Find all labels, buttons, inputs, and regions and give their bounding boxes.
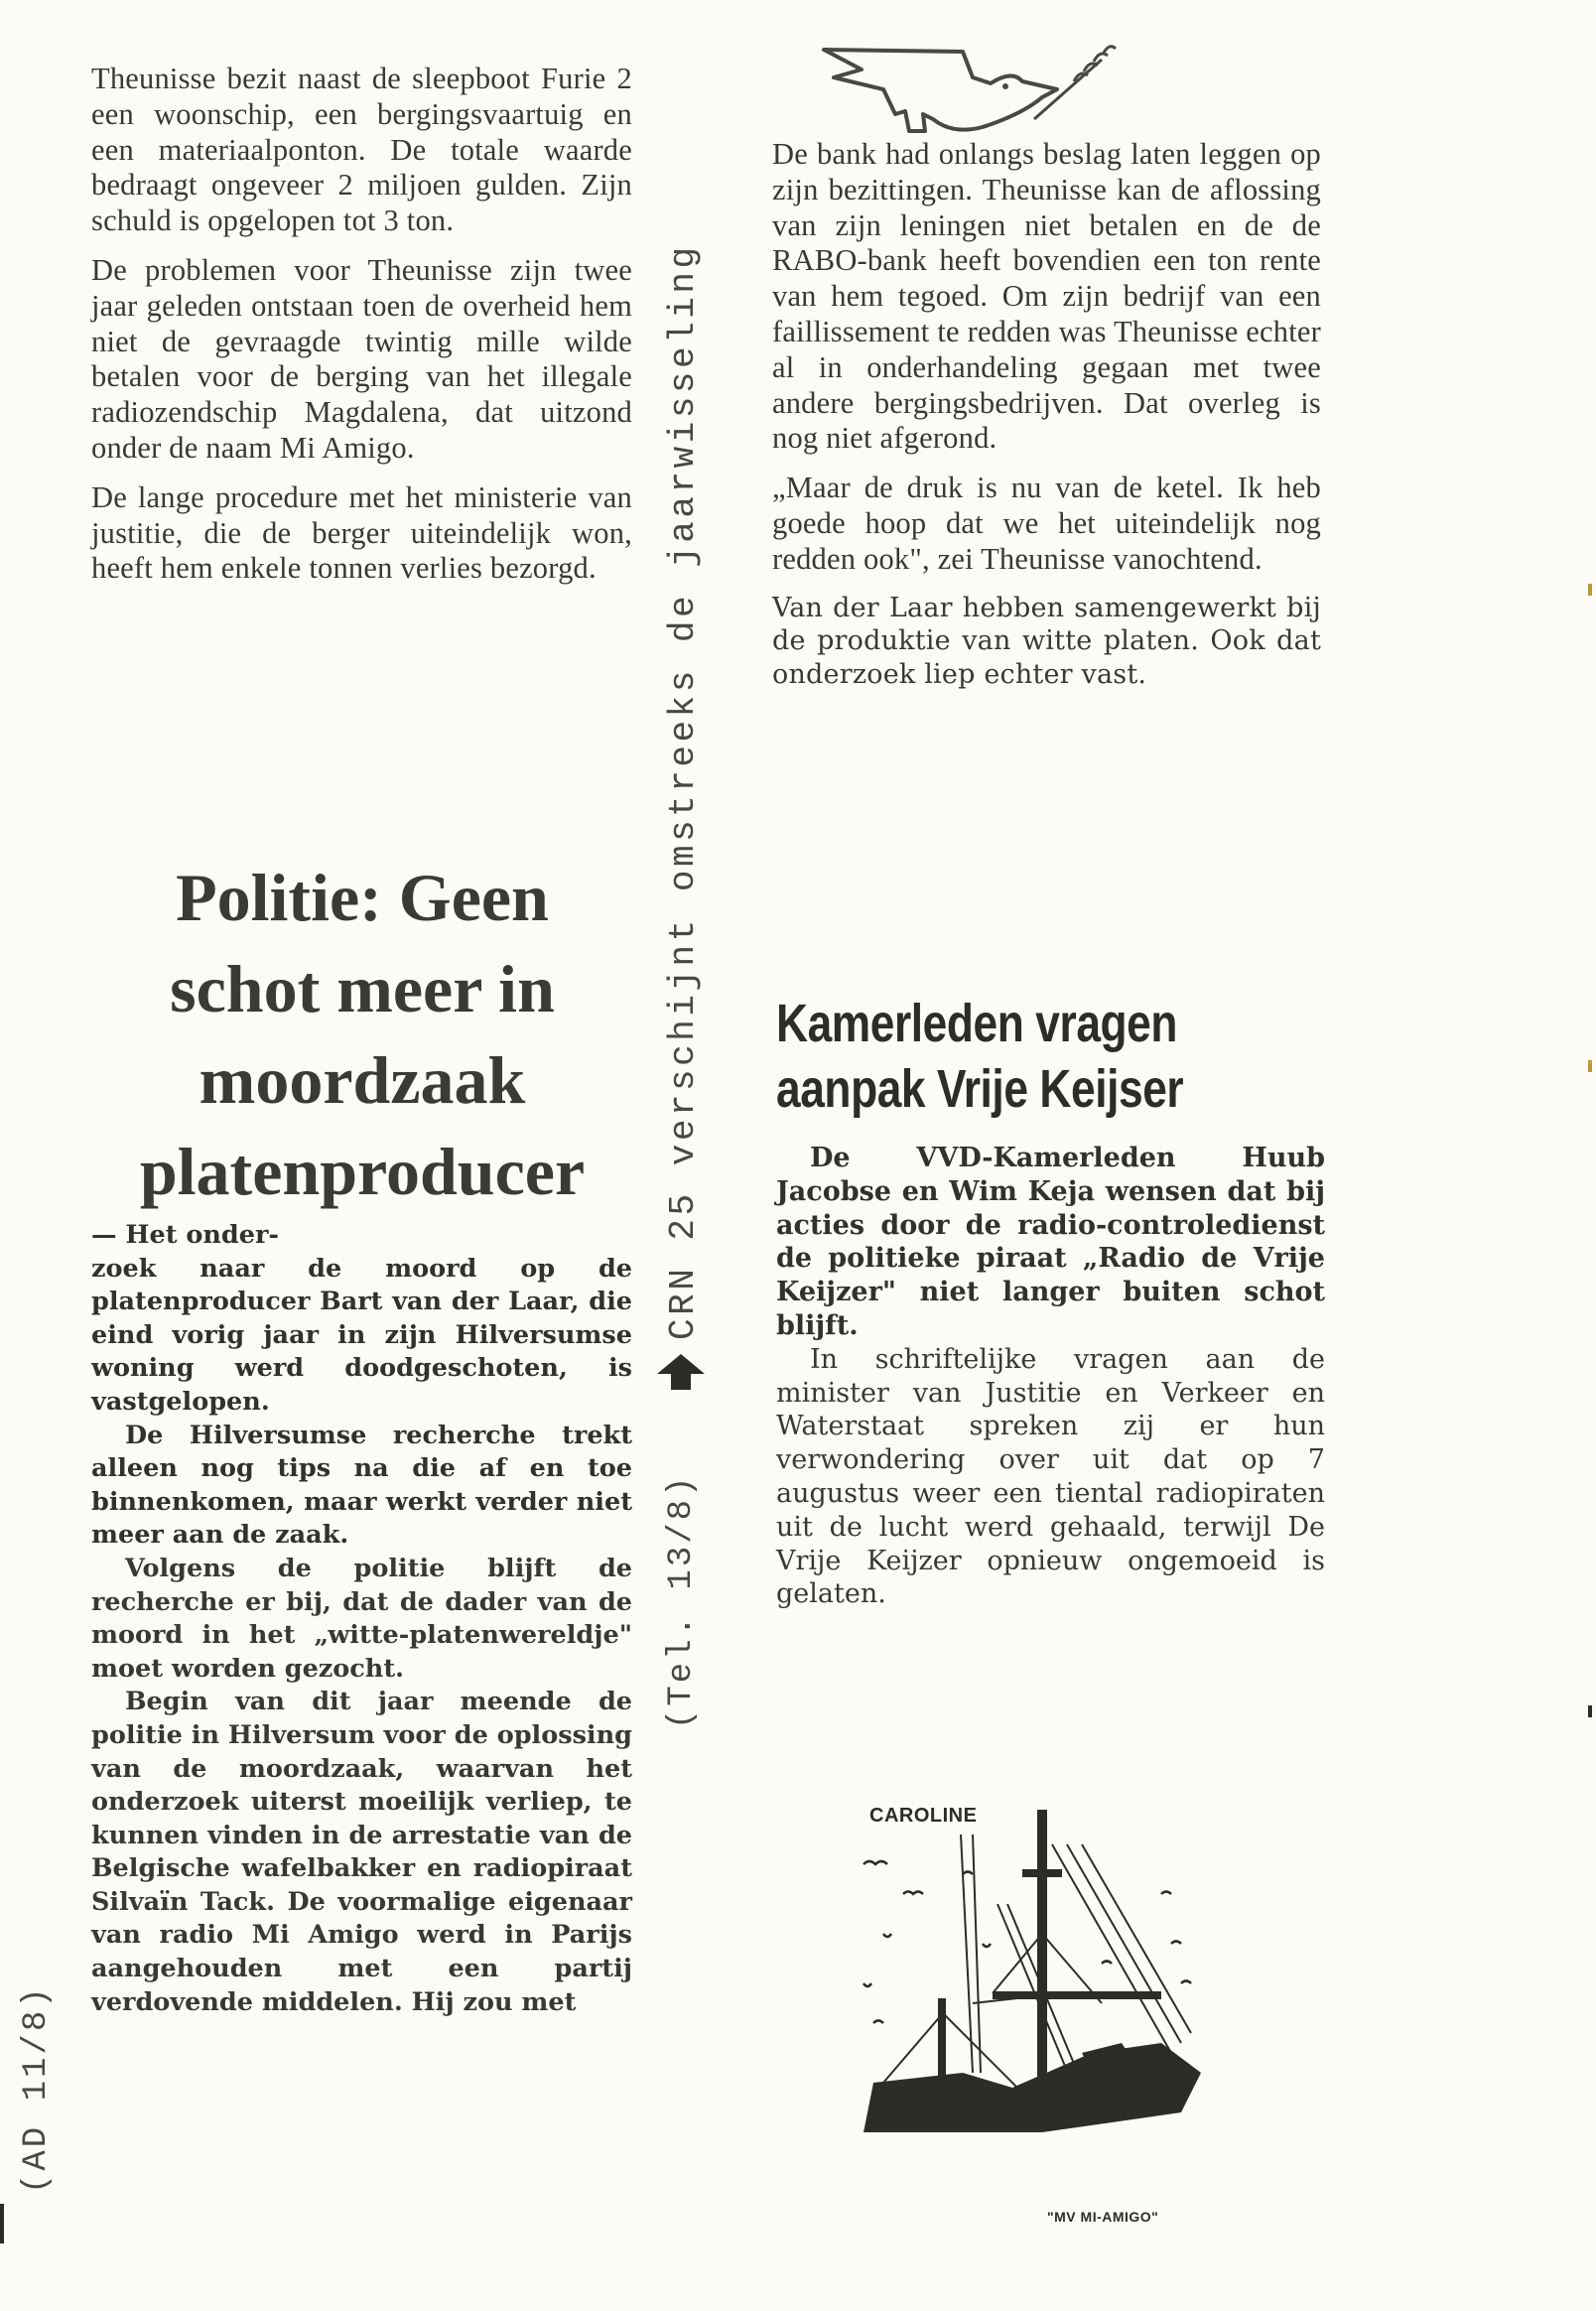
paragraph: zoek naar de moord op de platenproducer Bart van der Laar, die eind vorig jaar in zijn Hilversumse woning werd doodgeschoten, is vastgelopen. (91, 1253, 632, 1417)
ad-source: (AD 11/8) (18, 1984, 56, 2194)
scan-edge-mark (0, 2204, 4, 2243)
article-politie-plain (91, 1553, 632, 2019)
ship-label-caroline: CAROLINE (869, 1805, 978, 1827)
tel-source: (Tel. 13/8) (663, 1473, 701, 1729)
headline-line: platenproducer (139, 1134, 586, 1209)
paragraph: De bank had onlangs beslag laten leggen op zijn bezittingen. Theunisse kan de aflossing van zijn leningen niet betalen en de de RABO-bank heeft bovendien een ton rente van hem tegoed. Om zijn bedrijf van een faillissement te redden was Theunisse echter al in onderhandeling gegaan met twee andere bergingsbedrijven. Dat overleg is nog niet afgerond. (772, 137, 1321, 456)
article-politie-body (91, 1219, 632, 2019)
article-politie-continued (772, 592, 1321, 692)
paragraph: Theunisse bezit naast de sleepboot Furie 2 een woonschip, een bergingsvaartuig en een materiaalponton. De totale waarde bedraagt ongeveer 2 miljoen gulden. Zijn schuld is opgelopen tot 3 ton. (91, 62, 632, 238)
headline-kamerleden (776, 991, 1229, 1122)
ship-label-miamigo: "MV MI-AMIGO" (1047, 2209, 1159, 2225)
paragraph: In schriftelijke vragen aan de minister van Justitie en Verkeer en Waterstaat spreken zij er hun verwondering over uit dat op 7 augustus weer een tiental radiopiraten uit de lucht werd gehaald, terwijl De Vrije Keijzer opnieuw ongemoeid is gelaten. (776, 1343, 1325, 1610)
paragraph: Begin van dit jaar meende de politie in Hilversum voor de oplossing van de moordzaak, waarvan het onderzoek uiterst moeilijk verliep, te kunnen vinden in de arrestatie van de Belgische wafelbakker en radiopiraat Silvaïn Tack. De voormalige eigenaar van radio Mi Amigo werd in Parijs aangehouden met een partij verdovende middelen. Hij zou met (91, 1687, 632, 2017)
headline-line: Kamerleden vragen (776, 994, 1178, 1053)
headline-politie (79, 852, 645, 1217)
headline-line: aanpak Vrije Keijser (776, 1059, 1184, 1119)
article-kamerleden-body (776, 1142, 1325, 1611)
scan-edge-mark (1588, 1060, 1592, 1072)
kamerleden-lead (776, 1142, 1325, 1343)
headline-line: moordzaak (199, 1042, 526, 1118)
paragraph: Van der Laar hebben samengewerkt bij de produktie van witte platen. Ook dat onderzoek liep echter vast. (772, 592, 1321, 691)
paragraph: „Maar de druk is nu van de ketel. Ik heb goede hoop dat we het uiteindelijk nog redden ook", zei Theunisse vanochtend. (772, 471, 1321, 576)
paragraph: De VVD-Kamerleden Huub Jacobse en Wim Keja wensen dat bij acties door de radio-controledienst de politieke piraat „Radio de Vrije Keijzer" niet langer buiten schot blijft. (776, 1143, 1325, 1341)
headline-line: Politie: Geen (176, 860, 549, 935)
headline-line: schot meer in (170, 951, 555, 1026)
paragraph: Volgens de politie blijft de recherche er bij, dat de dader van de moord in het „witte-platenwereldje" moet worden gezocht. (91, 1553, 632, 1684)
article-theunisse-part2 (772, 137, 1321, 692)
article-theunisse-part1 (91, 62, 632, 601)
scan-edge-mark (1588, 1705, 1592, 1717)
arrow-up-icon (655, 1350, 707, 1394)
paragraph: De Hilversumse recherche trekt alleen nog tips na die af en toe binnenkomen, maar werkt verder niet meer aan de zaak. (91, 1420, 632, 1551)
dove-with-olive-branch-icon (814, 20, 1131, 134)
scan-edge-mark (1588, 584, 1592, 596)
crn-note: CRN 25 verschijnt omstreeks de jaarwisseling (663, 243, 704, 1340)
dateline: — Het onder- (91, 1220, 279, 1250)
kamerleden-body-text (776, 1343, 1325, 1611)
paragraph: De lange procedure met het ministerie van justitie, die de berger uiteindelijk won, heeft hem enkele tonnen verlies bezorgd. (91, 479, 632, 586)
ship-illustration (844, 1805, 1221, 2132)
paragraph: De problemen voor Theunisse zijn twee jaar geleden ontstaan toen de overheid hem niet de gevraagde twintig mille wilde betalen voor de berging van het illegale radiozendschip Magdalena, dat uitzond onder de naam Mi Amigo. (91, 252, 632, 465)
